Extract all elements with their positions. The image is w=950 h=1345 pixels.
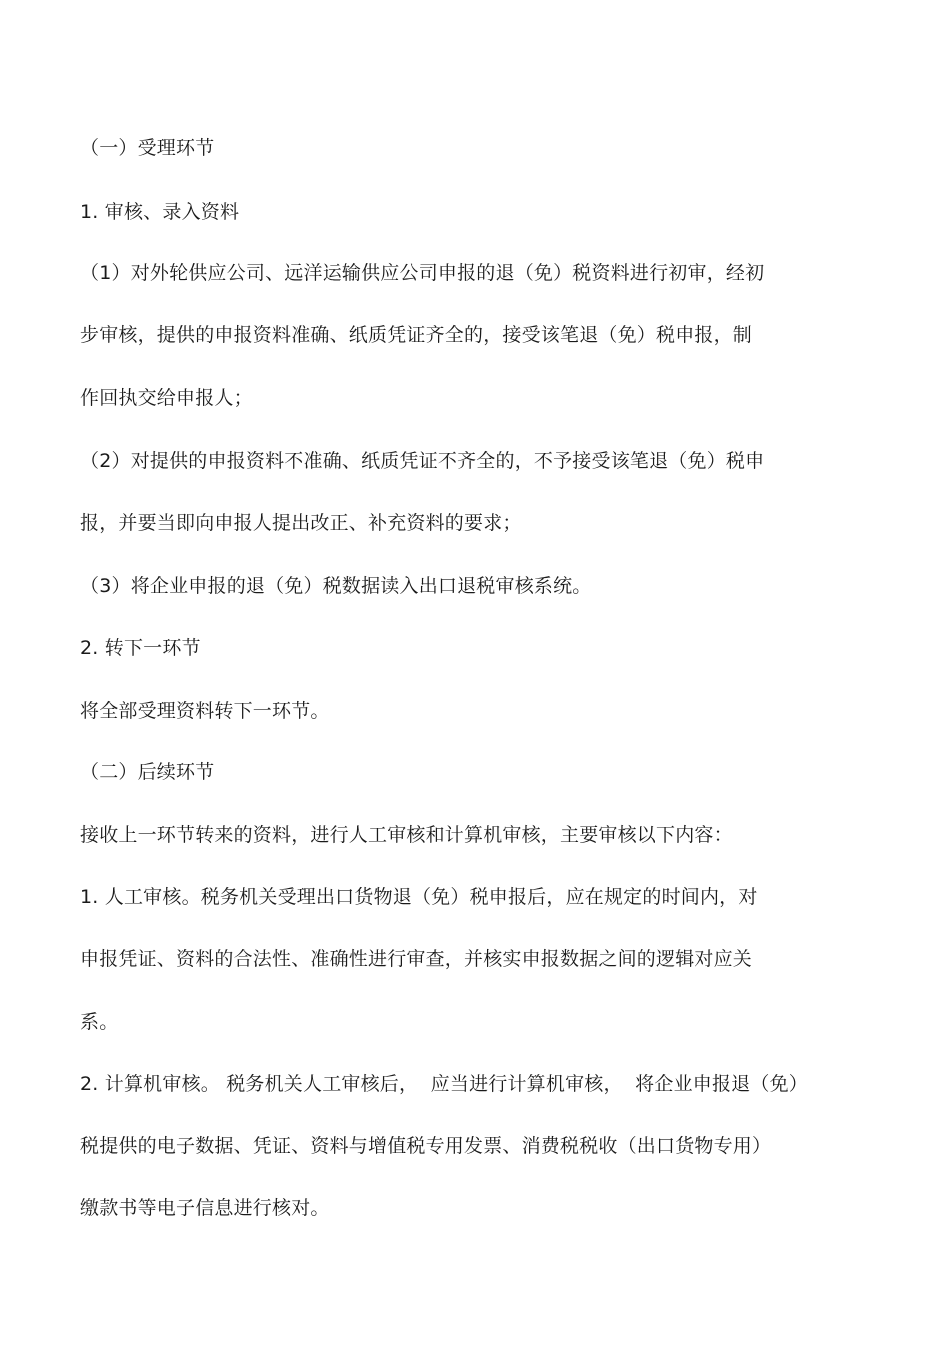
paragraph-line: 2. 计算机审核。 税务机关人工审核后， 应当进行计算机审核， 将企业申报退（免） xyxy=(80,1073,808,1095)
paragraph-line: 接收上一环节转来的资料，进行人工审核和计算机审核，主要审核以下内容： xyxy=(80,824,733,846)
paragraph-line: 报，并要当即向申报人提出改正、补充资料的要求； xyxy=(80,512,522,534)
subheading-next-step: 2. 转下一环节 xyxy=(80,637,201,659)
subheading-review-entry: 1. 审核、录入资料 xyxy=(80,201,240,223)
section-heading-follow-up: （二）后续环节 xyxy=(80,761,215,783)
paragraph-line: （1）对外轮供应公司、远洋运输供应公司申报的退（免）税资料进行初审，经初 xyxy=(80,262,765,284)
paragraph-line: 缴款书等电子信息进行核对。 xyxy=(80,1197,330,1219)
paragraph-line: （3）将企业申报的退（免）税数据读入出口退税审核系统。 xyxy=(80,575,592,597)
paragraph-line: （2）对提供的申报资料不准确、纸质凭证不齐全的，不予接受该笔退（免）税申 xyxy=(80,450,765,472)
paragraph-line: 将全部受理资料转下一环节。 xyxy=(80,700,330,722)
section-heading-acceptance: （一）受理环节 xyxy=(80,137,215,159)
paragraph-line: 1. 人工审核。税务机关受理出口货物退（免）税申报后，应在规定的时间内，对 xyxy=(80,886,758,908)
paragraph-line: 作回执交给申报人； xyxy=(80,387,253,409)
paragraph-line: 系。 xyxy=(80,1011,119,1033)
paragraph-line: 税提供的电子数据、凭证、资料与增值税专用发票、消费税税收（出口货物专用） xyxy=(80,1135,772,1157)
paragraph-line: 申报凭证、资料的合法性、准确性进行审查，并核实申报数据之间的逻辑对应关 xyxy=(80,948,753,970)
paragraph-line: 步审核，提供的申报资料准确、纸质凭证齐全的，接受该笔退（免）税申报，制 xyxy=(80,324,753,346)
